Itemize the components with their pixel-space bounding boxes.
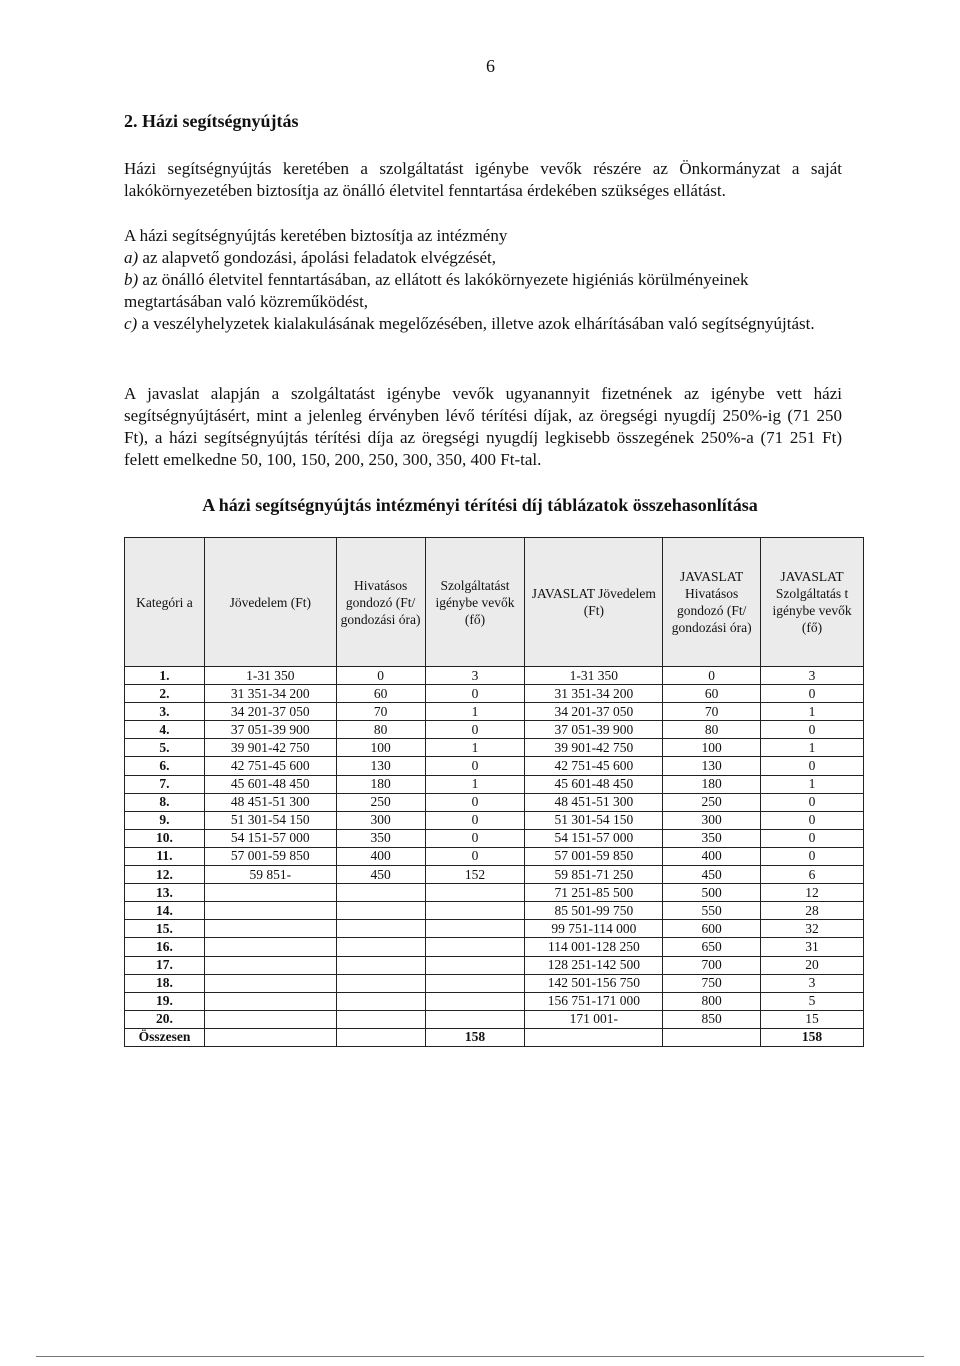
header-proposed-income: JAVASLAT Jövedelem (Ft) — [525, 538, 663, 667]
table-row — [125, 920, 864, 938]
cell-proposed-caregiver-fee: 850 — [663, 1010, 761, 1028]
header-income: Jövedelem (Ft) — [204, 538, 336, 667]
cell-category: 17. — [125, 956, 205, 974]
cell-income — [204, 938, 336, 956]
cell-proposed-recipients: 12 — [761, 884, 864, 902]
cell-proposed-income: 171 001- — [525, 1010, 663, 1028]
cell-category: 12. — [125, 866, 205, 884]
cell-proposed-income: 48 451-51 300 — [525, 793, 663, 811]
cell-caregiver-fee — [336, 1028, 425, 1046]
cell-proposed-income — [525, 1028, 663, 1046]
cell-proposed-income: 37 051-39 900 — [525, 721, 663, 739]
cell-proposed-income: 156 751-171 000 — [525, 992, 663, 1010]
cell-proposed-caregiver-fee: 300 — [663, 811, 761, 829]
table-row — [125, 775, 864, 793]
cell-caregiver-fee: 400 — [336, 847, 425, 865]
cell-recipients — [425, 992, 525, 1010]
cell-proposed-caregiver-fee: 180 — [663, 775, 761, 793]
cell-income — [204, 974, 336, 992]
cell-category: 8. — [125, 793, 205, 811]
header-caregiver-fee: Hivatásos gondozó (Ft/ gondozási óra) — [336, 538, 425, 667]
cell-proposed-caregiver-fee: 130 — [663, 757, 761, 775]
service-item-c — [124, 313, 842, 335]
cell-caregiver-fee — [336, 1010, 425, 1028]
cell-proposed-caregiver-fee: 800 — [663, 992, 761, 1010]
table-row — [125, 866, 864, 884]
proposal-text: A javaslat alapján a szolgáltatást igénybe vevők ugyanannyit fizetnének az igénybe vett házi segítségnyújtásért, mint a jelenleg érvényben lévő térítési díjak, az öregségi nyugdíj 250%-ig (71 250 Ft), a házi segítségnyújtás térítési díja az öregségi nyugdíj legkisebb összegének 250%-a (71 251 Ft) felett emelkedne 50, 100, 150, 200, 250, 300, 350, 400 Ft-tal. — [124, 384, 842, 469]
table-title: A házi segítségnyújtás intézményi térítési díj táblázatok összehasonlítása — [202, 495, 758, 515]
cell-recipients — [425, 974, 525, 992]
table-body — [125, 667, 864, 1047]
cell-category: 13. — [125, 884, 205, 902]
cell-category: 1. — [125, 667, 205, 685]
cell-proposed-recipients: 0 — [761, 847, 864, 865]
cell-proposed-recipients: 0 — [761, 721, 864, 739]
cell-caregiver-fee — [336, 902, 425, 920]
cell-recipients: 0 — [425, 829, 525, 847]
item-marker: c) — [124, 314, 138, 333]
table-total-row — [125, 1028, 864, 1046]
cell-proposed-caregiver-fee: 250 — [663, 793, 761, 811]
cell-proposed-recipients: 20 — [761, 956, 864, 974]
cell-proposed-income: 71 251-85 500 — [525, 884, 663, 902]
cell-recipients: 1 — [425, 703, 525, 721]
table-row — [125, 847, 864, 865]
cell-caregiver-fee: 80 — [336, 721, 425, 739]
cell-income: 54 151-57 000 — [204, 829, 336, 847]
cell-proposed-income: 34 201-37 050 — [525, 703, 663, 721]
cell-proposed-income: 54 151-57 000 — [525, 829, 663, 847]
cell-income: 37 051-39 900 — [204, 721, 336, 739]
fee-comparison-table — [124, 537, 864, 1047]
service-item-b — [124, 269, 842, 313]
cell-proposed-caregiver-fee: 450 — [663, 866, 761, 884]
table-row — [125, 902, 864, 920]
cell-income — [204, 992, 336, 1010]
cell-proposed-caregiver-fee: 100 — [663, 739, 761, 757]
cell-category: 20. — [125, 1010, 205, 1028]
header-recipients: Szolgáltatást igénybe vevők (fő) — [425, 538, 525, 667]
cell-caregiver-fee: 300 — [336, 811, 425, 829]
cell-caregiver-fee — [336, 938, 425, 956]
cell-proposed-caregiver-fee: 500 — [663, 884, 761, 902]
table-row — [125, 811, 864, 829]
cell-proposed-caregiver-fee: 70 — [663, 703, 761, 721]
cell-recipients: 0 — [425, 811, 525, 829]
cell-caregiver-fee — [336, 884, 425, 902]
cell-recipients: 0 — [425, 685, 525, 703]
cell-recipients — [425, 920, 525, 938]
intro-paragraph — [124, 158, 842, 202]
table-row — [125, 884, 864, 902]
cell-income — [204, 1010, 336, 1028]
cell-income: 51 301-54 150 — [204, 811, 336, 829]
cell-proposed-recipients: 32 — [761, 920, 864, 938]
cell-proposed-recipients: 5 — [761, 992, 864, 1010]
cell-proposed-recipients: 15 — [761, 1010, 864, 1028]
cell-caregiver-fee: 450 — [336, 866, 425, 884]
cell-proposed-recipients: 0 — [761, 757, 864, 775]
cell-category: 16. — [125, 938, 205, 956]
cell-recipients: 0 — [425, 847, 525, 865]
table-row — [125, 938, 864, 956]
table-row — [125, 721, 864, 739]
service-item-a — [124, 247, 842, 269]
cell-caregiver-fee — [336, 974, 425, 992]
cell-category: 6. — [125, 757, 205, 775]
cell-category: 7. — [125, 775, 205, 793]
cell-category: 10. — [125, 829, 205, 847]
cell-caregiver-fee: 130 — [336, 757, 425, 775]
cell-recipients: 3 — [425, 667, 525, 685]
cell-recipients: 0 — [425, 757, 525, 775]
cell-income: 59 851- — [204, 866, 336, 884]
item-text: az alapvető gondozási, ápolási feladatok elvégzését, — [138, 248, 496, 267]
cell-income: 31 351-34 200 — [204, 685, 336, 703]
cell-proposed-income: 31 351-34 200 — [525, 685, 663, 703]
cell-recipients — [425, 884, 525, 902]
cell-proposed-recipients: 0 — [761, 829, 864, 847]
cell-proposed-caregiver-fee: 0 — [663, 667, 761, 685]
cell-proposed-recipients: 0 — [761, 685, 864, 703]
table-row — [125, 956, 864, 974]
cell-recipients — [425, 938, 525, 956]
cell-category: 18. — [125, 974, 205, 992]
cell-proposed-recipients: 28 — [761, 902, 864, 920]
cell-category: 2. — [125, 685, 205, 703]
cell-caregiver-fee: 180 — [336, 775, 425, 793]
cell-category: Összesen — [125, 1028, 205, 1046]
cell-income — [204, 884, 336, 902]
item-marker: a) — [124, 248, 139, 267]
cell-income — [204, 1028, 336, 1046]
cell-category: 3. — [125, 703, 205, 721]
cell-proposed-caregiver-fee: 550 — [663, 902, 761, 920]
cell-proposed-recipients: 3 — [761, 667, 864, 685]
item-text: az önálló életvitel fenntartásában, az ellátott és lakókörnyezete higiéniás körülményeinek megtartásában való közreműködést, — [124, 270, 749, 311]
cell-recipients: 152 — [425, 866, 525, 884]
cell-recipients: 158 — [425, 1028, 525, 1046]
cell-income: 57 001-59 850 — [204, 847, 336, 865]
cell-caregiver-fee: 100 — [336, 739, 425, 757]
cell-recipients: 1 — [425, 775, 525, 793]
cell-proposed-recipients: 1 — [761, 775, 864, 793]
cell-income — [204, 920, 336, 938]
cell-category: 19. — [125, 992, 205, 1010]
cell-category: 15. — [125, 920, 205, 938]
table-row — [125, 703, 864, 721]
cell-proposed-caregiver-fee: 350 — [663, 829, 761, 847]
cell-category: 5. — [125, 739, 205, 757]
cell-proposed-caregiver-fee: 650 — [663, 938, 761, 956]
cell-proposed-recipients: 0 — [761, 793, 864, 811]
cell-proposed-income: 51 301-54 150 — [525, 811, 663, 829]
cell-recipients: 0 — [425, 793, 525, 811]
cell-income: 39 901-42 750 — [204, 739, 336, 757]
cell-caregiver-fee: 60 — [336, 685, 425, 703]
cell-proposed-income: 59 851-71 250 — [525, 866, 663, 884]
cell-caregiver-fee: 250 — [336, 793, 425, 811]
item-text: a veszélyhelyzetek kialakulásának megelőzésében, illetve azok elhárításában való segítségnyújtást. — [137, 314, 815, 333]
cell-income: 42 751-45 600 — [204, 757, 336, 775]
cell-caregiver-fee: 350 — [336, 829, 425, 847]
cell-proposed-income: 99 751-114 000 — [525, 920, 663, 938]
table-row — [125, 685, 864, 703]
cell-recipients — [425, 1010, 525, 1028]
cell-proposed-income: 45 601-48 450 — [525, 775, 663, 793]
item-marker: b) — [124, 270, 139, 289]
intro-text: Házi segítségnyújtás keretében a szolgáltatást igénybe vevők részére az Önkormányzat a saját lakókörnyezetében biztosítja az önálló életvitel fenntartása érdekében szükséges ellátást. — [124, 159, 842, 200]
cell-income: 48 451-51 300 — [204, 793, 336, 811]
cell-proposed-caregiver-fee: 400 — [663, 847, 761, 865]
cell-proposed-recipients: 158 — [761, 1028, 864, 1046]
cell-proposed-recipients: 6 — [761, 866, 864, 884]
table-row — [125, 739, 864, 757]
services-lead: A házi segítségnyújtás keretében biztosítja az intézmény — [124, 226, 508, 245]
cell-proposed-caregiver-fee: 750 — [663, 974, 761, 992]
cell-proposed-caregiver-fee: 700 — [663, 956, 761, 974]
cell-proposed-caregiver-fee: 600 — [663, 920, 761, 938]
table-header-row — [125, 538, 864, 667]
cell-recipients: 1 — [425, 739, 525, 757]
cell-proposed-income: 114 001-128 250 — [525, 938, 663, 956]
cell-proposed-caregiver-fee: 80 — [663, 721, 761, 739]
cell-proposed-income: 57 001-59 850 — [525, 847, 663, 865]
cell-income: 45 601-48 450 — [204, 775, 336, 793]
cell-proposed-income: 142 501-156 750 — [525, 974, 663, 992]
cell-recipients — [425, 902, 525, 920]
cell-caregiver-fee — [336, 956, 425, 974]
cell-proposed-recipients: 1 — [761, 739, 864, 757]
cell-category: 9. — [125, 811, 205, 829]
cell-income: 1-31 350 — [204, 667, 336, 685]
cell-proposed-income: 39 901-42 750 — [525, 739, 663, 757]
header-category: Kategóri a — [125, 538, 205, 667]
cell-proposed-income: 42 751-45 600 — [525, 757, 663, 775]
header-proposed-recipients: JAVASLAT Szolgáltatás t igénybe vevők (fő) — [761, 538, 864, 667]
cell-proposed-recipients: 1 — [761, 703, 864, 721]
table-row — [125, 793, 864, 811]
cell-proposed-income: 85 501-99 750 — [525, 902, 663, 920]
table-row — [125, 974, 864, 992]
cell-recipients — [425, 956, 525, 974]
cell-proposed-recipients: 3 — [761, 974, 864, 992]
services-paragraph — [124, 225, 842, 335]
page-number: 6 — [486, 56, 495, 76]
cell-caregiver-fee — [336, 992, 425, 1010]
header-proposed-caregiver-fee: JAVASLAT Hivatásos gondozó (Ft/ gondozási óra) — [663, 538, 761, 667]
cell-caregiver-fee — [336, 920, 425, 938]
cell-income — [204, 956, 336, 974]
cell-recipients: 0 — [425, 721, 525, 739]
section-title: 2. Házi segítségnyújtás — [124, 111, 299, 131]
table-row — [125, 992, 864, 1010]
cell-caregiver-fee: 0 — [336, 667, 425, 685]
table-row — [125, 757, 864, 775]
cell-proposed-caregiver-fee: 60 — [663, 685, 761, 703]
cell-category: 11. — [125, 847, 205, 865]
bottom-divider — [36, 1356, 924, 1357]
proposal-paragraph — [124, 383, 842, 471]
cell-category: 4. — [125, 721, 205, 739]
cell-income: 34 201-37 050 — [204, 703, 336, 721]
table-row — [125, 829, 864, 847]
cell-income — [204, 902, 336, 920]
cell-category: 14. — [125, 902, 205, 920]
table-row — [125, 667, 864, 685]
cell-proposed-recipients: 0 — [761, 811, 864, 829]
cell-proposed-caregiver-fee — [663, 1028, 761, 1046]
table-row — [125, 1010, 864, 1028]
cell-proposed-income: 1-31 350 — [525, 667, 663, 685]
cell-proposed-recipients: 31 — [761, 938, 864, 956]
cell-caregiver-fee: 70 — [336, 703, 425, 721]
cell-proposed-income: 128 251-142 500 — [525, 956, 663, 974]
